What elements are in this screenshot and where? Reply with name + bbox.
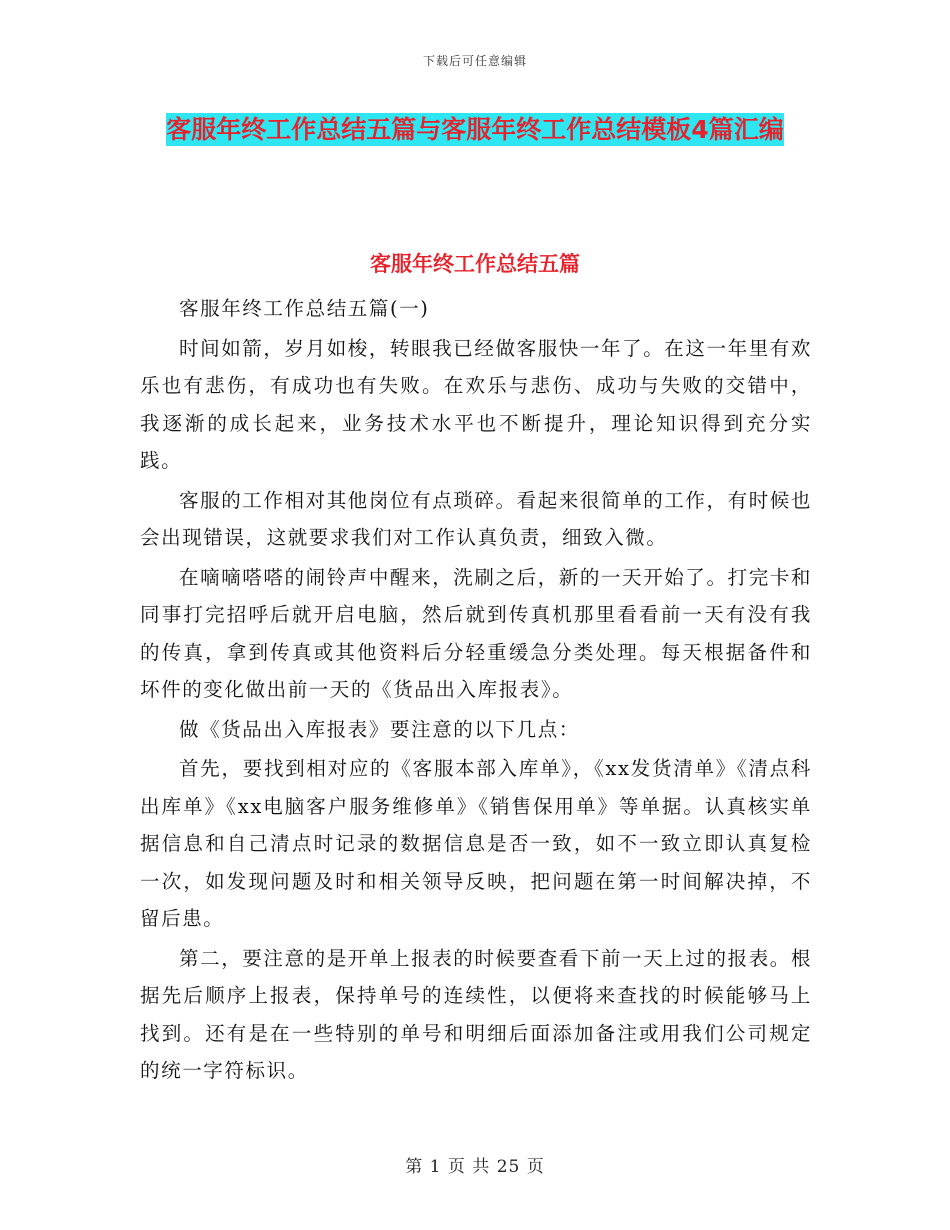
- page-header-note: 下载后可任意编辑: [422, 54, 527, 68]
- paragraph: 时间如箭，岁月如梭，转眼我已经做客服快一年了。在这一年里有欢乐也有悲伤，有成功也有失败。在欢乐与悲伤、成功与失败的交错中，我逐渐的成长起来，业务技术水平也不断提升，理论知识得到充分实践。: [140, 336, 813, 472]
- document-title-text: 客服年终工作总结五篇与客服年终工作总结模板4篇汇编: [166, 115, 784, 144]
- section-title: 客服年终工作总结五篇: [370, 252, 580, 276]
- document-body: [140, 290, 812, 1092]
- document-title: [140, 108, 810, 152]
- paragraph: 客服年终工作总结五篇(一): [179, 297, 430, 320]
- paragraph: 在嘀嘀嗒嗒的闹铃声中醒来，洗刷之后，新的一天开始了。打完卡和同事打完招呼后就开启电脑，然后就到传真机那里看看前一天有没有我的传真，拿到传真或其他资料后分轻重缓急分类处理。每天根据备件和坏件的变化做出前一天的《货品出入库报表》。: [140, 565, 813, 701]
- paragraph: 第二，要注意的是开单上报表的时候要查看下前一天上过的报表。根据先后顺序上报表，保持单号的连续性，以便将来查找的时候能够马上找到。还有是在一些特别的单号和明细后面添加备注或用我们公司规定的统一字符标识。: [140, 946, 813, 1082]
- paragraph: 客服的工作相对其他岗位有点琐碎。看起来很简单的工作，有时候也会出现错误，这就要求我们对工作认真负责，细致入微。: [140, 488, 813, 549]
- paragraph: 首先，要找到相对应的《客服本部入库单》，《xx发货清单》《清点科出库单》《xx电脑客户服务维修单》《销售保用单》等单据。认真核实单据信息和自己清点时记录的数据信息是否一致，如不一致立即认真复检一次，如发现问题及时和相关领导反映，把问题在第一时间解决掉，不留后患。: [140, 757, 812, 930]
- page-number: 第 1 页 共 25 页: [405, 1157, 545, 1177]
- paragraph: 做《货品出入库报表》要注意的以下几点：: [179, 717, 580, 741]
